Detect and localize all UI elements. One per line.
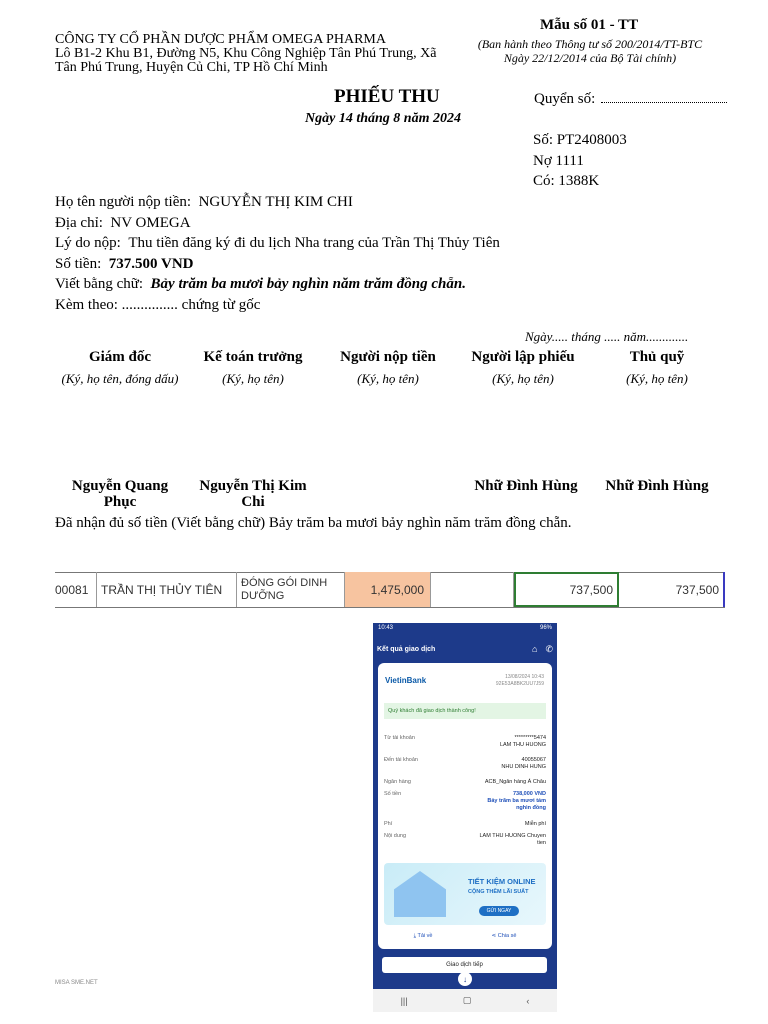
to-account-name: NHU DINH HUNG bbox=[501, 764, 546, 770]
app-header bbox=[373, 637, 557, 661]
amount-words-label: Viết bằng chữ: bbox=[55, 276, 144, 293]
phone-amount-words1: Bảy trăm ba mươi tám bbox=[487, 798, 546, 804]
transaction-card bbox=[378, 663, 552, 949]
signer-director bbox=[60, 478, 180, 510]
transaction-id: 92E53A8BK2UU7J59 bbox=[495, 681, 544, 687]
to-account bbox=[384, 757, 546, 770]
amount-row bbox=[384, 791, 546, 811]
signer-preparer: Nhữ Đình Hùng bbox=[474, 478, 578, 494]
reason-value: Thu tiền đăng ký đi du lịch Nha trang của Trần Thị Thủy Tiên bbox=[128, 235, 500, 252]
signature-role: Giám đốc bbox=[88, 349, 152, 365]
to-account-number: 40055067 bbox=[521, 757, 546, 763]
fee-label: Phí bbox=[384, 821, 393, 827]
cell-description-line1: ĐÓNG GÓI DINH bbox=[241, 576, 328, 589]
signer-director-line1: Nguyễn Quang bbox=[71, 478, 169, 494]
form-note-line2: Ngày 22/12/2014 của Bộ Tài chính) bbox=[503, 51, 677, 65]
to-account-label: Đến tài khoản bbox=[384, 757, 418, 763]
form-note bbox=[470, 37, 710, 65]
status-battery: 96% bbox=[539, 625, 552, 631]
receipt-info bbox=[55, 192, 500, 316]
banner-subtitle: CỘNG THÊM LÃI SUẤT bbox=[468, 889, 529, 895]
cell-description[interactable] bbox=[237, 572, 345, 607]
house-icon bbox=[394, 871, 446, 917]
company-address-line1: Lô B1-2 Khu B1, Đường N5, Khu Công Nghiệp Tân Phú Trung, Xã bbox=[55, 46, 437, 61]
home-nav-icon[interactable]: ▢ bbox=[462, 995, 472, 1005]
vietinbank-logo: VietinBank bbox=[385, 676, 427, 685]
signature-preparer bbox=[453, 349, 593, 387]
share-button[interactable]: ⋖ Chia sẻ bbox=[491, 933, 517, 939]
cell-selected-half[interactable]: 737,500 bbox=[514, 572, 619, 607]
address-row bbox=[55, 213, 500, 234]
signer-cashier: Nhữ Đình Hùng bbox=[605, 478, 709, 494]
phone-icon[interactable]: ✆ bbox=[545, 643, 553, 654]
reason-label: Lý do nộp: bbox=[55, 235, 121, 252]
home-icon[interactable]: ⌂ bbox=[532, 643, 538, 654]
payer-row bbox=[55, 192, 500, 213]
amount-words-value: Bảy trăm ba mươi bảy nghìn năm trăm đồng chẵn. bbox=[150, 276, 466, 293]
cell-half[interactable]: 737,500 bbox=[619, 572, 725, 607]
amount-words-row bbox=[55, 274, 500, 295]
signer-chief-line1: Nguyễn Thị Kim bbox=[199, 478, 307, 494]
success-message: Quý khách đã giao dịch thành công! bbox=[384, 703, 546, 719]
phone-amount-label: Số tiền bbox=[384, 791, 402, 797]
payer-value: NGUYỄN THỊ KIM CHI bbox=[198, 194, 353, 210]
signature-payer bbox=[318, 349, 458, 387]
savings-banner[interactable] bbox=[384, 863, 546, 925]
book-number-blank bbox=[601, 90, 727, 103]
amount-value: 737.500 VND bbox=[108, 255, 194, 272]
signature-director bbox=[50, 349, 190, 387]
banner-title: TIẾT KIỆM ONLINE bbox=[468, 877, 536, 886]
transaction-timestamp bbox=[496, 674, 544, 688]
status-time: 10:43 bbox=[378, 625, 394, 631]
back-icon[interactable]: ‹ bbox=[526, 995, 530, 1006]
amount-row bbox=[55, 254, 500, 275]
signature-chief-accountant bbox=[183, 349, 323, 387]
signature-date: Ngày..... tháng ..... năm............. bbox=[525, 329, 689, 344]
cell-name[interactable]: TRẦN THỊ THỦY TIÊN bbox=[97, 572, 237, 607]
company-address-line2: Tân Phú Trung, Huyện Củ Chi, TP Hồ Chí Minh bbox=[55, 60, 328, 75]
software-footer: MISA SME.NET bbox=[55, 980, 98, 986]
signature-hint: (Ký, họ tên) bbox=[492, 371, 554, 386]
phone-amount-words2: nghìn đồng bbox=[516, 805, 546, 811]
signer-chief-accountant bbox=[193, 478, 313, 510]
spreadsheet-row-screenshot bbox=[55, 568, 725, 610]
attachment-value: ............... chứng từ gốc bbox=[121, 296, 261, 313]
recents-icon[interactable]: ||| bbox=[400, 995, 408, 1006]
form-note-line1: (Ban hành theo Thông tư số 200/2014/TT-BTC bbox=[477, 37, 703, 51]
signature-hint: (Ký, họ tên) bbox=[222, 371, 284, 386]
cell-amount[interactable]: 1,475,000 bbox=[345, 572, 431, 607]
android-nav-bar bbox=[373, 989, 557, 1012]
debit-account: Nợ 1111 bbox=[533, 152, 584, 169]
amount-label: Số tiền: bbox=[55, 255, 102, 272]
cell-empty[interactable] bbox=[431, 572, 514, 607]
from-account-label: Từ tài khoản bbox=[384, 735, 415, 741]
row-border-bottom bbox=[55, 607, 725, 608]
cell-code[interactable]: 00081 bbox=[55, 572, 97, 607]
signature-cashier bbox=[587, 349, 727, 387]
signature-role: Kế toán trưởng bbox=[203, 349, 303, 365]
scroll-down-icon[interactable]: ↓ bbox=[458, 972, 472, 986]
form-number: Mẫu số 01 - TT bbox=[540, 17, 639, 33]
signer-chief-line2: Chi bbox=[241, 494, 265, 510]
signature-hint: (Ký, họ tên, đóng dấu) bbox=[61, 371, 179, 386]
content-label: Nội dung bbox=[384, 833, 407, 839]
credit-account: Có: 1388K bbox=[533, 173, 600, 189]
from-account-number: *********5474 bbox=[514, 735, 546, 741]
bank-label: Ngân hàng bbox=[384, 779, 411, 785]
company-name: CÔNG TY CỔ PHẦN DƯỢC PHẨM OMEGA PHARMA bbox=[55, 32, 386, 47]
book-number-label: Quyển số: bbox=[534, 91, 596, 107]
phone-amount-value: 738,000 VND bbox=[512, 791, 546, 797]
address-value: NV OMEGA bbox=[110, 214, 191, 231]
address-label: Địa chỉ: bbox=[55, 214, 103, 231]
signature-role: Thủ quỹ bbox=[629, 349, 685, 365]
reason-row bbox=[55, 233, 500, 254]
content-value2: tien bbox=[537, 840, 546, 846]
attachment-label: Kèm theo: bbox=[55, 296, 118, 313]
download-button[interactable]: ⤓ Tải về bbox=[413, 933, 433, 939]
bank-value: ACB_Ngân hàng Á Châu bbox=[484, 779, 546, 785]
voucher-number: Số: PT2408003 bbox=[533, 132, 627, 148]
bank-transfer-screenshot bbox=[373, 623, 557, 1012]
from-account-name: LAM THU HUONG bbox=[499, 742, 546, 748]
document-title: PHIẾU THU bbox=[334, 86, 440, 107]
download-icon: ⤓ bbox=[413, 933, 418, 939]
timestamp-date: 13/08/2024 10:43 bbox=[505, 674, 544, 680]
status-bar bbox=[373, 623, 557, 635]
app-header-title: Kết quả giao dịch bbox=[377, 645, 436, 653]
fee-value: Miễn phí bbox=[524, 821, 546, 827]
share-icon: ⋖ bbox=[491, 933, 498, 939]
attachment-row bbox=[55, 295, 500, 316]
signature-hint: (Ký, họ tên) bbox=[357, 371, 419, 386]
cell-description-line2: DƯỠNG bbox=[241, 589, 285, 602]
book-number bbox=[534, 90, 727, 108]
bank-name-row bbox=[384, 779, 546, 785]
signer-director-line2: Phục bbox=[103, 494, 137, 510]
company-header bbox=[55, 33, 436, 75]
signature-role: Người nộp tiền bbox=[340, 349, 436, 365]
from-account bbox=[384, 735, 546, 748]
card-actions bbox=[384, 933, 546, 940]
content-row bbox=[384, 833, 546, 846]
banner-button[interactable]: GỬI NGAY bbox=[479, 906, 519, 916]
signature-role: Người lập phiếu bbox=[471, 349, 575, 365]
document-date: Ngày 14 tháng 8 năm 2024 bbox=[305, 111, 461, 126]
accounting-entries bbox=[533, 130, 627, 192]
payer-label: Họ tên người nộp tiền: bbox=[55, 194, 192, 210]
received-statement: Đã nhận đủ số tiền (Viết bằng chữ) Bảy trăm ba mươi bảy nghìn năm trăm đồng chẵn. bbox=[55, 515, 572, 531]
content-value1: LAM THU HUONG Chuyen bbox=[479, 833, 546, 839]
signature-hint: (Ký, họ tên) bbox=[626, 371, 688, 386]
fee-row bbox=[384, 821, 546, 827]
continue-button[interactable]: Giao dịch tiếp bbox=[382, 957, 547, 973]
